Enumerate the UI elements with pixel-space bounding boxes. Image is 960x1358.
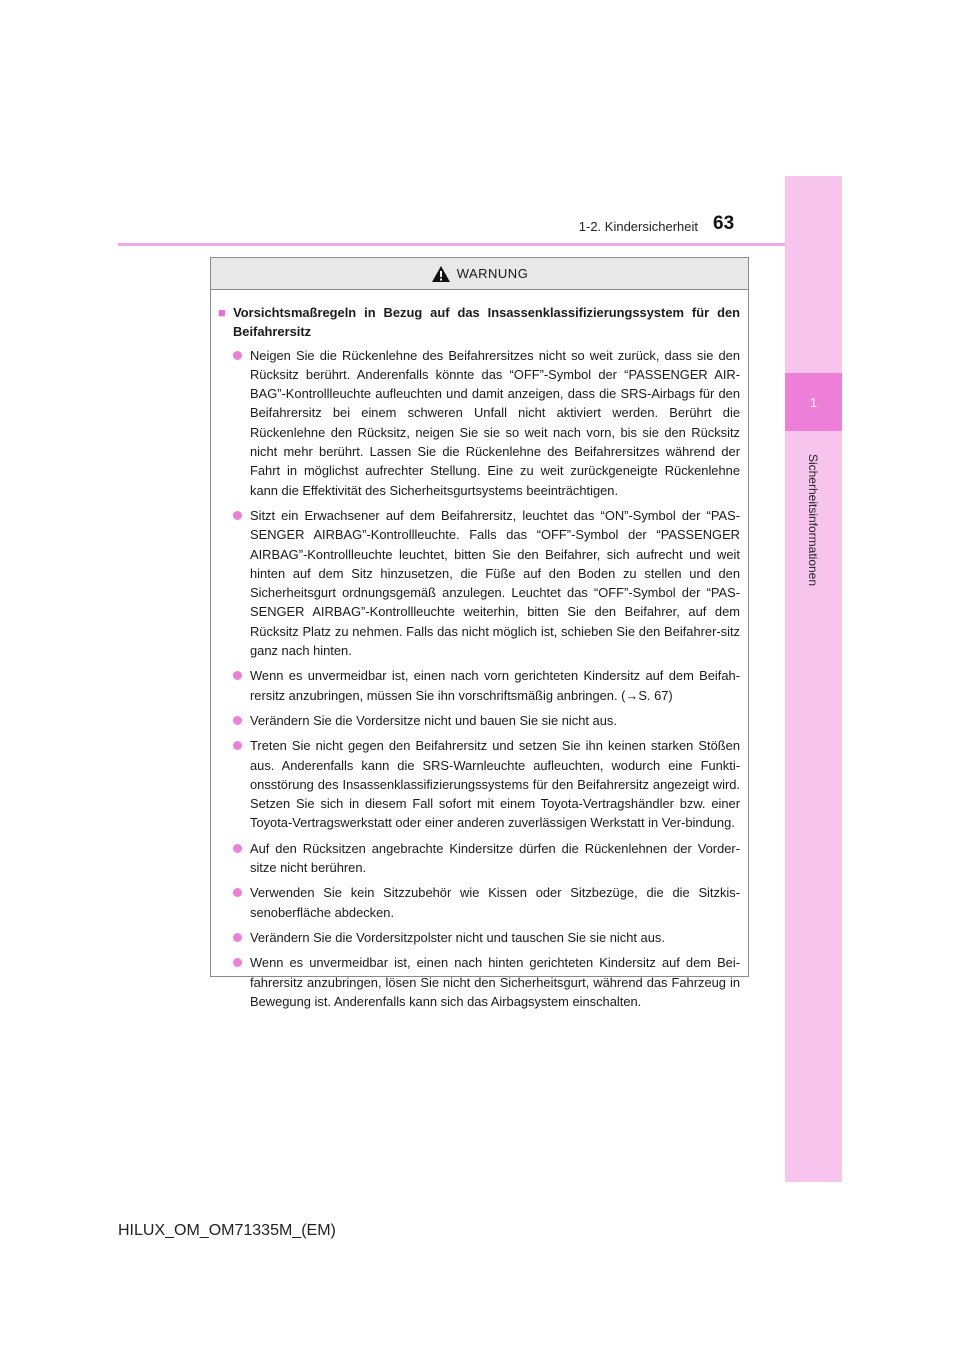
bullet-dot-icon (233, 958, 242, 967)
list-item (218, 736, 740, 832)
list-item-text: Verwenden Sie kein Sitzzubehör wie Kissen oder Sitzbezüge, die die Sitzkis-senoberfläche abdecken. (250, 885, 740, 920)
list-item-text: Auf den Rücksitzen angebrachte Kindersitze dürfen die Rückenlehnen der Vorder-sitze nicht berühren. (250, 840, 740, 876)
list-item-text: Neigen Sie die Rückenlehne des Beifahrersitzes nicht so weit zurück, dass sie den Rücksitz berührt. Anderenfalls könnte das “OFF”-Symbol der “PASSENGER AIR-BAG”-Kontrollleuchte aufleuchten und damit anzeigen, dass die SRS-Airbags für den Beifahrersitz bei einem schweren Unfall nicht aktiviert werden. Berührt die Rückenlehne den Rücksitz, neigen Sie sie so weit nach vorn, bis sie den Rücksitz nicht mehr berührt. Lassen Sie die Rückenlehne des Beifahrersitzes während der Fahrt in möglichst aufrechter Stellung. Eine zu weit zurückgeneigte Rückenlehne kann die Effektivität des Sicherheitsgurtsystems beeinträchtigen. (250, 347, 740, 498)
warning-heading-text: Vorsichtsmaßregeln in Bezug auf das Insassenklassifizierungssystem für den Beifahrersitz (233, 305, 740, 340)
bullet-dot-icon (233, 933, 242, 942)
list-item (218, 346, 740, 500)
document-code: HILUX_OM_OM71335M_(EM) (118, 1222, 336, 1239)
list-item (218, 839, 740, 878)
list-item-text: Treten Sie nicht gegen den Beifahrersitz und setzen Sie ihn keinen starken Stößen aus. Anderenfalls kann die SRS-Warnleuchte aufleuchten, wodurch eine Funkti-onsstörung des Insassenklassifizierungssystems für den Beifahrersitz angezeigt wird. Setzen Sie sich in diesem Fall sofort mit einem Toyota-Vertragshändler bzw. einer Toyota-Vertragswerkstatt oder einer anderen zuverlässigen Werkstatt in Ver-bindung. (250, 738, 740, 831)
side-tab (785, 176, 842, 1182)
bullet-dot-icon (233, 844, 242, 853)
list-item (218, 928, 740, 947)
list-item-text: Wenn es unvermeidbar ist, einen nach hinten gerichteten Kindersitz auf dem Bei-fahrersitz anzubringen, lösen Sie nicht den Sicherheitsgurt, während das Fahrzeug in Bewegung ist. Anderenfalls kann sich das Airbagsystem einschalten. (250, 955, 740, 1009)
warning-title: WARNUNG (456, 266, 529, 281)
square-bullet-icon: ■ (218, 305, 231, 320)
warning-box (210, 257, 749, 1009)
list-item-text: Wenn es unvermeidbar ist, einen nach vorn gerichteten Kindersitz auf dem Beifah-rersitz anzubringen, müssen Sie ihn vorschriftsmäßig anbringen. (→S. 67) (250, 668, 740, 703)
bullet-dot-icon (233, 741, 242, 750)
list-item (218, 953, 740, 1011)
bullet-dot-icon (233, 888, 242, 897)
list-item (218, 666, 740, 705)
list-item-text: Sitzt ein Erwachsener auf dem Beifahrersitz, leuchtet das “ON”-Symbol der “PAS-SENGER AIRBAG”-Kontrollleuchte. Falls das “OFF”-Symbol der “PASSENGER AIRBAG”-Kontrollleuchte leuchtet, bitten Sie den Beifahrer, sich aufrecht und weit hinten auf dem Sitz hinzusetzen, die Füße auf den Boden zu stellen und den Sicherheitsgurt ordnungsgemäß anzulegen. Leuchtet das “OFF”-Symbol der “PAS-SENGER AIRBAG”-Kontrollleuchte weiterhin, bitten Sie den Beifahrer, auf dem Rücksitz Platz zu nehmen. Falls das nicht möglich ist, schieben Sie den Beifahrer-sitz ganz nach hinten. (250, 507, 740, 659)
list-item (218, 506, 740, 660)
list-item (218, 883, 740, 922)
warning-triangle-icon (431, 265, 451, 283)
list-item-text: Verändern Sie die Vordersitzpolster nicht und tauschen Sie sie nicht aus. (250, 929, 665, 945)
warning-heading (218, 303, 740, 342)
bullet-dot-icon (233, 716, 242, 725)
bullet-dot-icon (233, 351, 242, 360)
header-rule (118, 243, 785, 246)
chapter-number-tab[interactable]: 1 (785, 373, 842, 431)
chapter-label: Sicherheitsinformationen (806, 453, 820, 587)
warning-body (211, 290, 748, 1011)
warning-header (211, 258, 748, 290)
section-title: 1-2. Kindersicherheit (578, 219, 698, 234)
list-item-text: Verändern Sie die Vordersitze nicht und bauen Sie sie nicht aus. (250, 712, 617, 728)
bullet-dot-icon (233, 671, 242, 680)
bullet-dot-icon (233, 511, 242, 520)
list-item (218, 711, 740, 730)
page-number: 63 (713, 213, 735, 234)
